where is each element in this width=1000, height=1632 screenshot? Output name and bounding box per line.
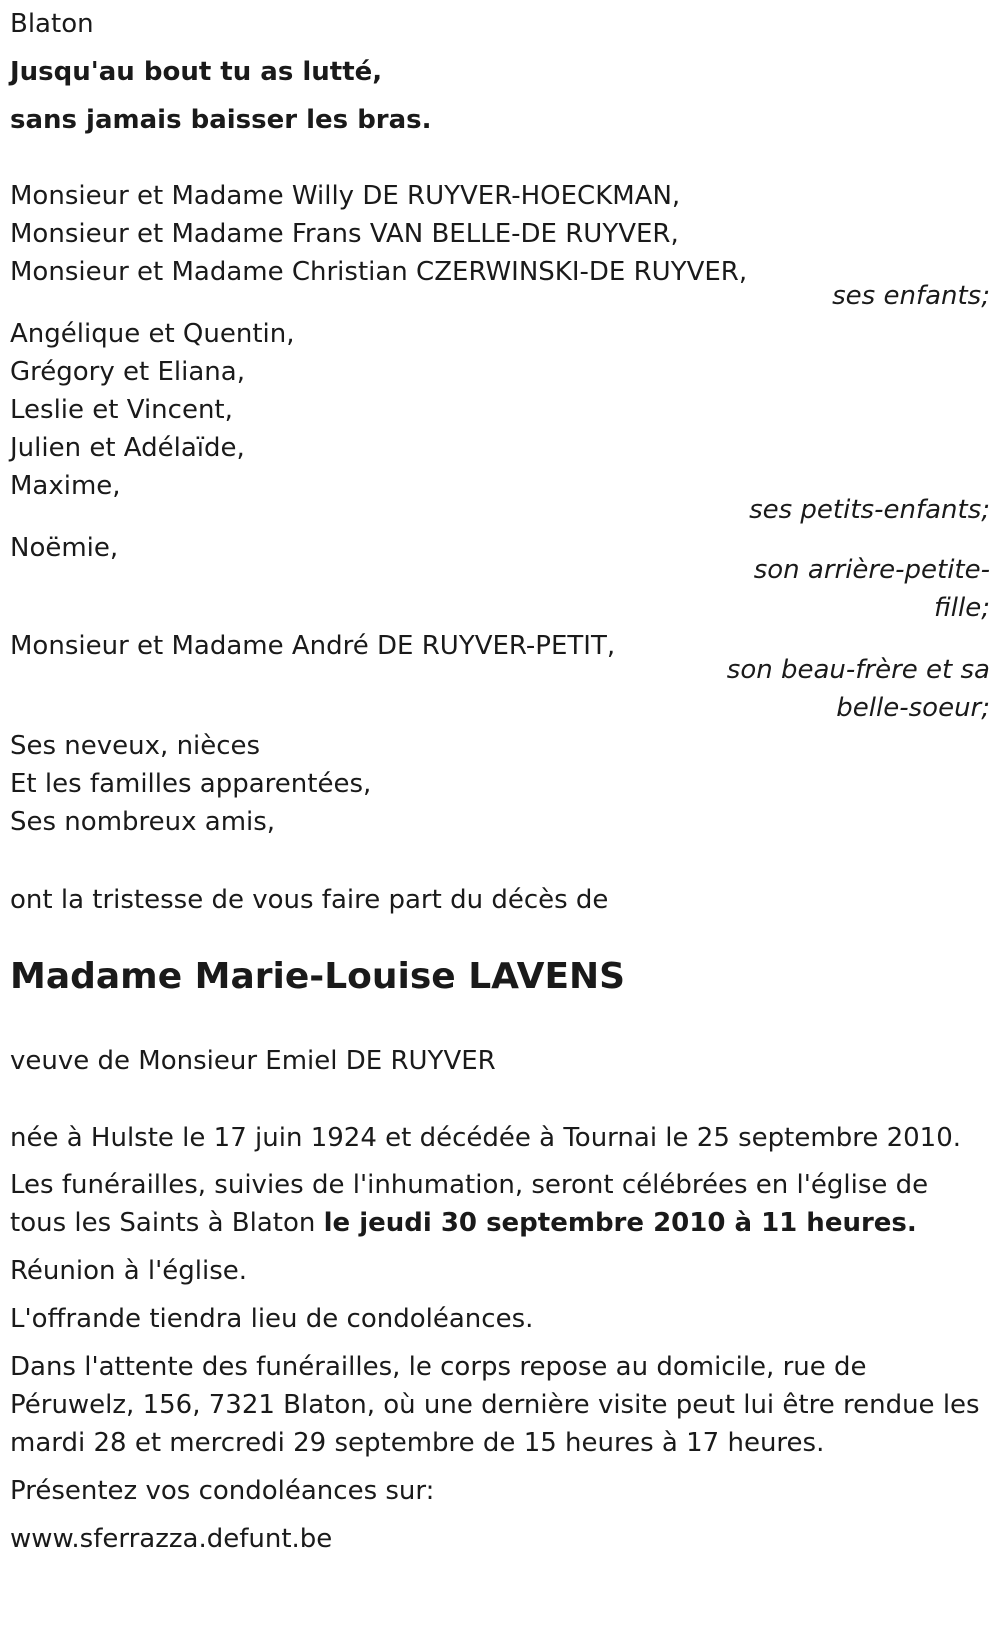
funeral-line-2 — [10, 1203, 917, 1243]
grandchildren-relation: ses petits-enfants; — [749, 495, 990, 525]
others-3: Ses nombreux amis, — [10, 807, 276, 837]
children-name-3: Monsieur et Madame Christian CZERWINSKI-DE RUYVER, — [10, 257, 748, 287]
children-name-1: Monsieur et Madame Willy DE RUYVER-HOECKMAN, — [10, 181, 681, 211]
great-granddaughter-relation-1: son arrière-petite- — [753, 555, 990, 585]
grandchild-5: Maxime, — [10, 471, 121, 501]
condolences-label: Présentez vos condoléances sur: — [10, 1476, 435, 1506]
motto-line-2: sans jamais baisser les bras. — [10, 105, 432, 135]
offering: L'offrande tiendra lieu de condoléances. — [10, 1304, 534, 1334]
motto-line-1: Jusqu'au bout tu as lutté, — [10, 57, 383, 87]
visit-line-3: mardi 28 et mercredi 29 septembre de 15 heures à 17 heures. — [10, 1428, 825, 1458]
in-laws-relation-2: belle-soeur; — [836, 693, 990, 723]
grandchild-1: Angélique et Quentin, — [10, 319, 295, 349]
meeting: Réunion à l'église. — [10, 1256, 248, 1286]
in-laws-relation-1: son beau-frère et sa — [726, 655, 990, 685]
great-granddaughter-relation-2: fille; — [934, 593, 990, 623]
grandchild-4: Julien et Adélaïde, — [10, 433, 245, 463]
announcement: ont la tristesse de vous faire part du décès de — [10, 885, 609, 915]
location: Blaton — [10, 9, 94, 39]
great-granddaughter-name: Noëmie, — [10, 533, 119, 563]
children-name-2: Monsieur et Madame Frans VAN BELLE-DE RUYVER, — [10, 219, 679, 249]
in-laws-name: Monsieur et Madame André DE RUYVER-PETIT, — [10, 631, 616, 661]
widow-of: veuve de Monsieur Emiel DE RUYVER — [10, 1046, 496, 1076]
visit-line-1: Dans l'attente des funérailles, le corps repose au domicile, rue de — [10, 1352, 867, 1382]
funeral-place: tous les Saints à Blaton — [10, 1208, 324, 1238]
grandchild-3: Leslie et Vincent, — [10, 395, 233, 425]
website-link[interactable]: www.sferrazza.defunt.be — [10, 1524, 333, 1554]
visit-line-2: Péruwelz, 156, 7321 Blaton, où une dernière visite peut lui être rendue les — [10, 1390, 980, 1420]
others-1: Ses neveux, nièces — [10, 731, 261, 761]
grandchild-2: Grégory et Eliana, — [10, 357, 245, 387]
children-relation: ses enfants; — [832, 281, 990, 311]
others-2: Et les familles apparentées, — [10, 769, 372, 799]
funeral-date: le jeudi 30 septembre 2010 à 11 heures. — [323, 1208, 917, 1238]
funeral-line-1: Les funérailles, suivies de l'inhumation, seront célébrées en l'église de — [10, 1170, 929, 1200]
deceased-name: Madame Marie-Louise LAVENS — [10, 956, 626, 997]
birth-death: née à Hulste le 17 juin 1924 et décédée à Tournai le 25 septembre 2010. — [10, 1123, 962, 1153]
